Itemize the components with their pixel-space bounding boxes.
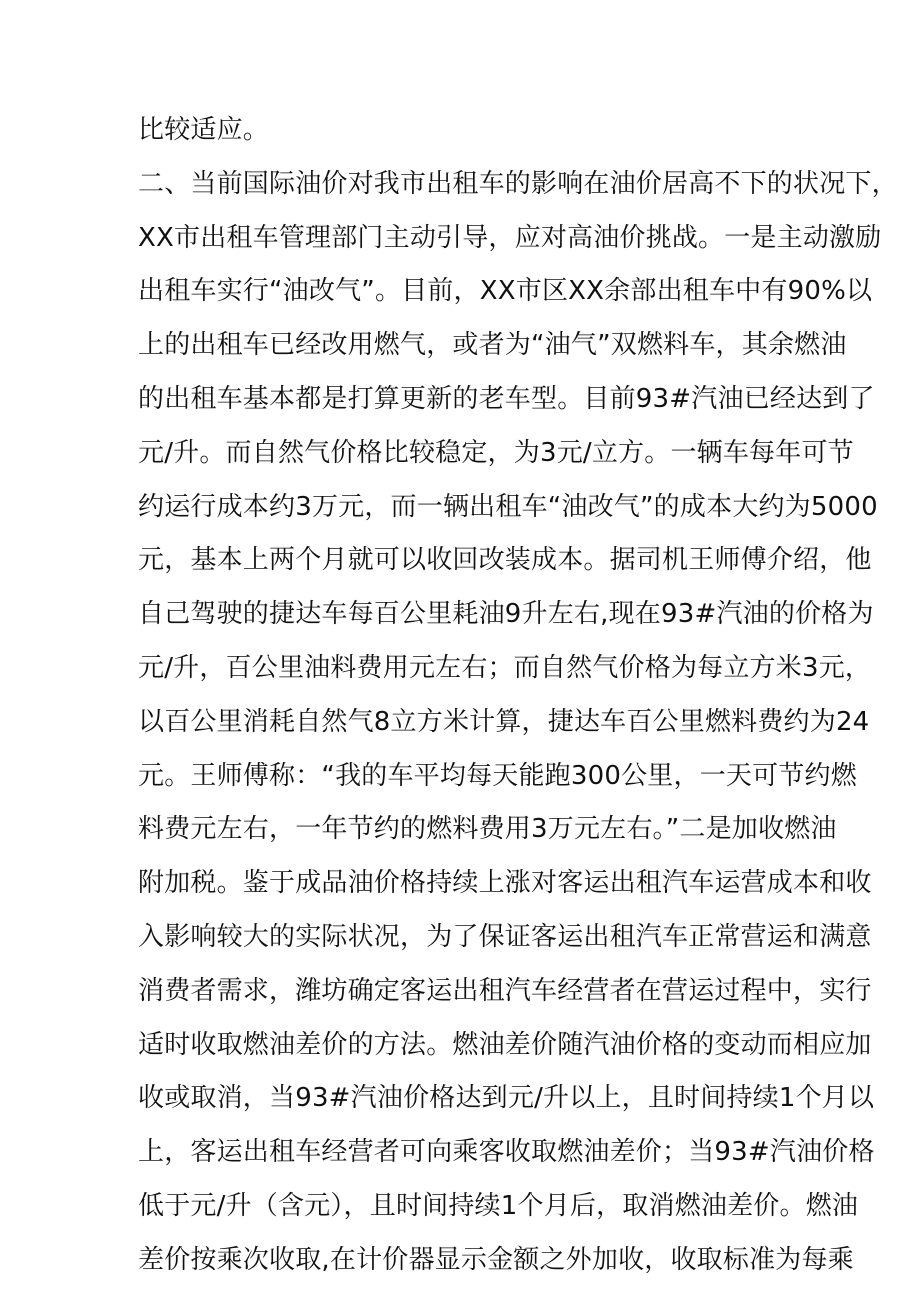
text-line: 附加税。鉴于成品油价格持续上涨对客运出租汽车运营成本和收 [138, 868, 872, 899]
text-line: 上的出租车已经改用燃气，或者为“油气”双燃料车，其余燃油 [138, 330, 847, 361]
text-line: 料费元左右，一年节约的燃料费用3万元左右。”二是加收燃油 [138, 814, 837, 845]
text-line: 以百公里消耗自然气8立方米计算，捷达车百公里燃料费约为24 [138, 706, 870, 737]
text-line: XX市出租车管理部门主动引导，应对高油价挑战。一是主动激励 [138, 222, 882, 253]
text-line: 低于元/升（含元），且时间持续1个月后，取消燃油差价。燃油 [138, 1190, 859, 1221]
text-line: 自己驾驶的捷达车每百公里耗油9升左右,现在93#汽油的价格为 [138, 599, 874, 630]
text-line: 收或取消，当93#汽油价格达到元/升以上，且时间持续1个月以 [138, 1083, 875, 1114]
text-line: 适时收取燃油差价的方法。燃油差价随汽油价格的变动而相应加 [138, 1029, 872, 1060]
text-line: 上，客运出租车经营者可向乘客收取燃油差价；当93#汽油价格 [138, 1137, 875, 1168]
text-line: 差价按乘次收取,在计价器显示金额之外加收，收取标准为每乘 [138, 1244, 854, 1275]
text-line: 元，基本上两个月就可以收回改装成本。据司机王师傅介绍，他 [138, 545, 872, 576]
text-line: 约运行成本约3万元，而一辆出租车“油改气”的成本大约为5000 [138, 491, 878, 522]
text-line: 元。王师傅称：“我的车平均每天能跑300公里，一天可节约燃 [138, 760, 857, 791]
text-line: 二、当前国际油价对我市出租车的影响在油价居高不下的状况下， [138, 168, 898, 199]
text-line: 消费者需求，潍坊确定客运出租汽车经营者在营运过程中，实行 [138, 975, 872, 1006]
text-line: 出租车实行“油改气”。目前，XX市区XX余部出租车中有90%以 [138, 276, 873, 307]
text-line: 元/升。而自然气价格比较稳定，为3元/立方。一辆车每年可节 [138, 437, 854, 468]
text-line: 的出租车基本都是打算更新的老车型。目前93#汽油已经达到了 [138, 383, 875, 414]
body-text [138, 104, 898, 1288]
text-line: 元/升，百公里油料费用元左右；而自然气价格为每立方米3元， [138, 652, 872, 683]
text-line: 入影响较大的实际状况，为了保证客运出租汽车正常营运和满意 [138, 921, 872, 952]
text-line: 比较适应。 [138, 115, 270, 145]
